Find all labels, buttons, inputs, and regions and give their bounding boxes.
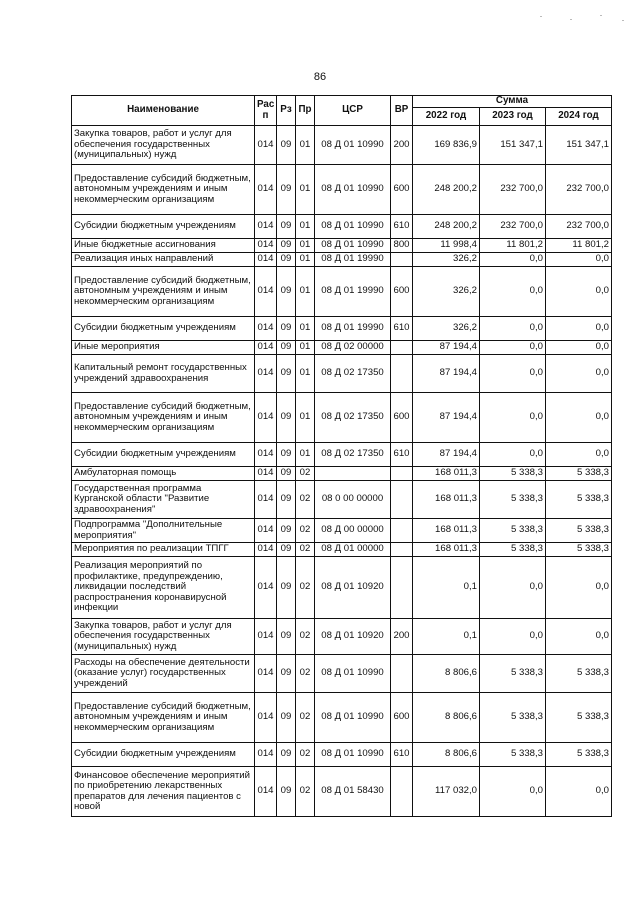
table-row	[72, 165, 612, 215]
row-rz: 09	[277, 543, 296, 557]
row-rasp: 014	[255, 215, 277, 239]
row-csr: 08 Д 01 10920	[315, 619, 391, 655]
row-sum-2024: 232 700,0	[546, 165, 612, 215]
row-sum-2023: 5 338,3	[480, 543, 546, 557]
row-sum-2023: 5 338,3	[480, 519, 546, 543]
row-name: Закупка товаров, работ и услуг для обеспечения государственных (муниципальных) нужд	[72, 619, 255, 655]
row-name: Капитальный ремонт государственных учреждений здравоохранения	[72, 355, 255, 393]
page-number: 86	[313, 71, 327, 83]
row-name: Реализация иных направлений	[72, 253, 255, 267]
row-name: Расходы на обеспечение деятельности (оказание услуг) государственных учреждений	[72, 655, 255, 693]
table-row	[72, 253, 612, 267]
row-rasp: 014	[255, 519, 277, 543]
row-pr: 01	[296, 443, 315, 467]
row-rz: 09	[277, 215, 296, 239]
row-vr: 610	[391, 743, 413, 767]
row-rz: 09	[277, 443, 296, 467]
row-rz: 09	[277, 393, 296, 443]
row-name: Предоставление субсидий бюджетным, автономным учреждениям и иным некоммерческим организациям	[72, 165, 255, 215]
row-rasp: 014	[255, 239, 277, 253]
row-sum-2023: 232 700,0	[480, 165, 546, 215]
row-sum-2024: 5 338,3	[546, 655, 612, 693]
row-rasp: 014	[255, 253, 277, 267]
row-vr	[391, 341, 413, 355]
row-csr: 08 Д 01 10990	[315, 655, 391, 693]
row-sum-2024: 0,0	[546, 557, 612, 619]
row-sum-2022: 326,2	[413, 317, 480, 341]
row-rz: 09	[277, 655, 296, 693]
table-row	[72, 481, 612, 519]
row-rz: 09	[277, 693, 296, 743]
row-rasp: 014	[255, 443, 277, 467]
table-row	[72, 557, 612, 619]
row-vr	[391, 467, 413, 481]
row-sum-2023: 0,0	[480, 443, 546, 467]
row-vr	[391, 767, 413, 817]
row-sum-2023: 0,0	[480, 557, 546, 619]
row-name: Иные бюджетные ассигнования	[72, 239, 255, 253]
table-row	[72, 267, 612, 317]
row-sum-2024: 151 347,1	[546, 126, 612, 165]
row-sum-2023: 11 801,2	[480, 239, 546, 253]
header-pr: Пр	[296, 96, 315, 126]
row-vr: 800	[391, 239, 413, 253]
row-name: Амбулаторная помощь	[72, 467, 255, 481]
row-vr: 600	[391, 165, 413, 215]
row-pr: 02	[296, 467, 315, 481]
row-name: Субсидии бюджетным учреждениям	[72, 743, 255, 767]
row-name: Предоставление субсидий бюджетным, автономным учреждениям и иным некоммерческим организациям	[72, 267, 255, 317]
row-vr	[391, 253, 413, 267]
row-vr: 200	[391, 126, 413, 165]
row-csr: 08 Д 01 19990	[315, 267, 391, 317]
row-sum-2022: 326,2	[413, 267, 480, 317]
row-sum-2023: 5 338,3	[480, 481, 546, 519]
row-csr: 08 Д 01 58430	[315, 767, 391, 817]
row-sum-2022: 87 194,4	[413, 355, 480, 393]
row-sum-2022: 248 200,2	[413, 215, 480, 239]
row-name: Иные мероприятия	[72, 341, 255, 355]
row-rz: 09	[277, 267, 296, 317]
table-row	[72, 443, 612, 467]
table-row	[72, 317, 612, 341]
table-row	[72, 467, 612, 481]
row-sum-2024: 0,0	[546, 355, 612, 393]
table-row	[72, 239, 612, 253]
row-rasp: 014	[255, 317, 277, 341]
row-sum-2023: 0,0	[480, 355, 546, 393]
row-sum-2024: 5 338,3	[546, 543, 612, 557]
row-name: Подпрограмма "Дополнительные мероприятия"	[72, 519, 255, 543]
header-rz: Рз	[277, 96, 296, 126]
row-sum-2023: 5 338,3	[480, 743, 546, 767]
row-rasp: 014	[255, 355, 277, 393]
row-name: Субсидии бюджетным учреждениям	[72, 215, 255, 239]
row-name: Закупка товаров, работ и услуг для обеспечения государственных (муниципальных) нужд	[72, 126, 255, 165]
row-pr: 01	[296, 393, 315, 443]
row-sum-2022: 8 806,6	[413, 693, 480, 743]
row-csr: 08 Д 02 00000	[315, 341, 391, 355]
scan-specks	[540, 14, 630, 24]
row-sum-2022: 168 011,3	[413, 543, 480, 557]
header-vr: ВР	[391, 96, 413, 126]
row-csr: 08 Д 01 19990	[315, 253, 391, 267]
row-csr: 08 Д 01 00000	[315, 543, 391, 557]
budget-table	[71, 95, 612, 817]
row-rz: 09	[277, 557, 296, 619]
row-sum-2024: 0,0	[546, 253, 612, 267]
row-csr: 08 Д 01 19990	[315, 317, 391, 341]
row-sum-2022: 0,1	[413, 619, 480, 655]
row-pr: 02	[296, 557, 315, 619]
row-pr: 02	[296, 619, 315, 655]
header-2022: 2022 год	[413, 108, 480, 126]
row-pr: 01	[296, 341, 315, 355]
row-vr: 200	[391, 619, 413, 655]
row-pr: 02	[296, 743, 315, 767]
row-vr: 600	[391, 393, 413, 443]
row-csr: 08 Д 02 17350	[315, 443, 391, 467]
row-vr: 610	[391, 443, 413, 467]
row-rasp: 014	[255, 655, 277, 693]
row-rz: 09	[277, 253, 296, 267]
row-pr: 01	[296, 126, 315, 165]
row-sum-2023: 0,0	[480, 767, 546, 817]
row-pr: 02	[296, 519, 315, 543]
row-name: Финансовое обеспечение мероприятий по приобретению лекарственных препаратов для лечения пациентов с новой	[72, 767, 255, 817]
row-sum-2024: 232 700,0	[546, 215, 612, 239]
row-sum-2022: 11 998,4	[413, 239, 480, 253]
row-rz: 09	[277, 519, 296, 543]
table-row	[72, 215, 612, 239]
row-sum-2022: 117 032,0	[413, 767, 480, 817]
row-rasp: 014	[255, 743, 277, 767]
row-vr	[391, 519, 413, 543]
row-pr: 02	[296, 543, 315, 557]
row-sum-2024: 5 338,3	[546, 519, 612, 543]
row-rz: 09	[277, 126, 296, 165]
row-name: Субсидии бюджетным учреждениям	[72, 443, 255, 467]
row-pr: 01	[296, 253, 315, 267]
row-vr: 610	[391, 317, 413, 341]
row-vr	[391, 655, 413, 693]
row-name: Предоставление субсидий бюджетным, автономным учреждениям и иным некоммерческим организациям	[72, 393, 255, 443]
row-sum-2024: 0,0	[546, 767, 612, 817]
row-sum-2022: 87 194,4	[413, 341, 480, 355]
table-row	[72, 767, 612, 817]
row-sum-2022: 87 194,4	[413, 393, 480, 443]
row-sum-2023: 151 347,1	[480, 126, 546, 165]
header-csr: ЦСР	[315, 96, 391, 126]
row-name: Предоставление субсидий бюджетным, автономным учреждениям и иным некоммерческим организациям	[72, 693, 255, 743]
row-pr: 02	[296, 767, 315, 817]
row-pr: 01	[296, 267, 315, 317]
row-rasp: 014	[255, 341, 277, 355]
row-sum-2023: 0,0	[480, 267, 546, 317]
row-csr: 08 Д 01 10920	[315, 557, 391, 619]
row-rz: 09	[277, 743, 296, 767]
table-row	[72, 126, 612, 165]
row-sum-2023: 0,0	[480, 393, 546, 443]
row-name: Государственная программа Курганской области "Развитие здравоохранения"	[72, 481, 255, 519]
row-rasp: 014	[255, 467, 277, 481]
row-csr	[315, 467, 391, 481]
row-sum-2022: 8 806,6	[413, 743, 480, 767]
row-sum-2022: 168 011,3	[413, 481, 480, 519]
table-row	[72, 693, 612, 743]
row-csr: 08 Д 01 10990	[315, 165, 391, 215]
row-vr	[391, 543, 413, 557]
table-row	[72, 341, 612, 355]
row-sum-2022: 168 011,3	[413, 519, 480, 543]
row-vr: 600	[391, 693, 413, 743]
row-pr: 01	[296, 215, 315, 239]
row-sum-2023: 5 338,3	[480, 655, 546, 693]
table-row	[72, 655, 612, 693]
row-csr: 08 Д 01 10990	[315, 743, 391, 767]
row-csr: 08 0 00 00000	[315, 481, 391, 519]
row-rz: 09	[277, 165, 296, 215]
row-sum-2024: 5 338,3	[546, 481, 612, 519]
row-sum-2023: 232 700,0	[480, 215, 546, 239]
header-sum: Сумма	[413, 96, 612, 108]
row-rz: 09	[277, 355, 296, 393]
row-name: Мероприятия по реализации ТПГГ	[72, 543, 255, 557]
row-csr: 08 Д 01 10990	[315, 215, 391, 239]
row-rz: 09	[277, 239, 296, 253]
row-sum-2023: 0,0	[480, 317, 546, 341]
row-pr: 01	[296, 317, 315, 341]
row-sum-2022: 0,1	[413, 557, 480, 619]
row-rz: 09	[277, 341, 296, 355]
header-2023: 2023 год	[480, 108, 546, 126]
table-row	[72, 743, 612, 767]
row-rz: 09	[277, 619, 296, 655]
row-sum-2023: 5 338,3	[480, 693, 546, 743]
table-row	[72, 619, 612, 655]
row-rasp: 014	[255, 481, 277, 519]
row-rz: 09	[277, 467, 296, 481]
row-vr	[391, 557, 413, 619]
row-csr: 08 Д 01 10990	[315, 126, 391, 165]
row-pr: 02	[296, 655, 315, 693]
table-row	[72, 519, 612, 543]
header-name: Наименование	[72, 96, 255, 126]
row-sum-2024: 0,0	[546, 393, 612, 443]
row-sum-2023: 0,0	[480, 619, 546, 655]
row-sum-2024: 0,0	[546, 443, 612, 467]
row-rasp: 014	[255, 126, 277, 165]
row-rz: 09	[277, 317, 296, 341]
row-pr: 02	[296, 481, 315, 519]
row-sum-2022: 87 194,4	[413, 443, 480, 467]
row-sum-2023: 5 338,3	[480, 467, 546, 481]
row-vr	[391, 355, 413, 393]
row-rasp: 014	[255, 693, 277, 743]
row-sum-2024: 5 338,3	[546, 467, 612, 481]
row-pr: 01	[296, 239, 315, 253]
row-sum-2023: 0,0	[480, 341, 546, 355]
row-sum-2023: 0,0	[480, 253, 546, 267]
row-sum-2024: 5 338,3	[546, 743, 612, 767]
table-row	[72, 355, 612, 393]
row-csr: 08 Д 01 10990	[315, 693, 391, 743]
row-name: Субсидии бюджетным учреждениям	[72, 317, 255, 341]
row-pr: 01	[296, 355, 315, 393]
row-rasp: 014	[255, 619, 277, 655]
row-sum-2022: 168 011,3	[413, 467, 480, 481]
row-sum-2022: 326,2	[413, 253, 480, 267]
table-row	[72, 543, 612, 557]
row-sum-2022: 169 836,9	[413, 126, 480, 165]
table-row	[72, 393, 612, 443]
row-vr	[391, 481, 413, 519]
row-rasp: 014	[255, 165, 277, 215]
row-vr: 600	[391, 267, 413, 317]
row-rasp: 014	[255, 767, 277, 817]
row-sum-2024: 5 338,3	[546, 693, 612, 743]
row-sum-2024: 11 801,2	[546, 239, 612, 253]
row-pr: 01	[296, 165, 315, 215]
row-csr: 08 Д 02 17350	[315, 393, 391, 443]
row-csr: 08 Д 02 17350	[315, 355, 391, 393]
header-2024: 2024 год	[546, 108, 612, 126]
row-rz: 09	[277, 767, 296, 817]
row-sum-2022: 248 200,2	[413, 165, 480, 215]
row-pr: 02	[296, 693, 315, 743]
row-name: Реализация мероприятий по профилактике, предупреждению, ликвидации последствий распространения коронавирусной инфекции	[72, 557, 255, 619]
row-sum-2024: 0,0	[546, 267, 612, 317]
row-rasp: 014	[255, 557, 277, 619]
row-rz: 09	[277, 481, 296, 519]
row-sum-2024: 0,0	[546, 341, 612, 355]
row-rasp: 014	[255, 543, 277, 557]
row-csr: 08 Д 01 10990	[315, 239, 391, 253]
row-vr: 610	[391, 215, 413, 239]
row-sum-2022: 8 806,6	[413, 655, 480, 693]
row-sum-2024: 0,0	[546, 619, 612, 655]
row-sum-2024: 0,0	[546, 317, 612, 341]
row-rasp: 014	[255, 393, 277, 443]
row-rasp: 014	[255, 267, 277, 317]
row-csr: 08 Д 00 00000	[315, 519, 391, 543]
header-rasp: Рас п	[255, 96, 277, 126]
